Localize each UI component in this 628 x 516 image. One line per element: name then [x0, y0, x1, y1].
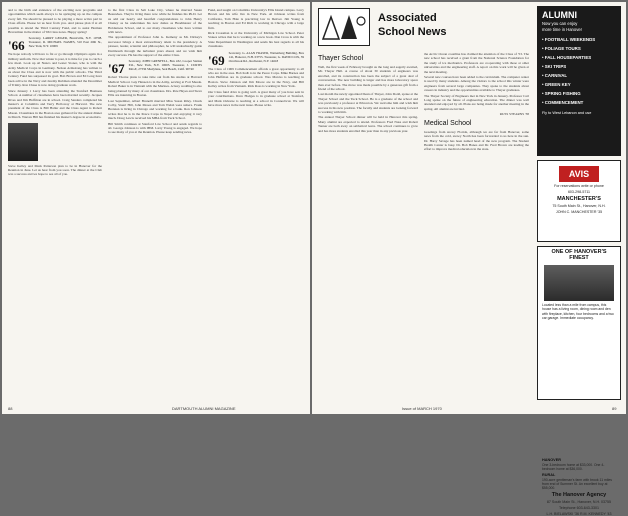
- ad-headline: ONE OF HANOVER'S FINEST: [551, 249, 607, 261]
- list-item: • CARNIVAL: [542, 73, 568, 78]
- list-item: • SKI TRIPS: [542, 64, 567, 69]
- ad-subtitle: Now you can enjoy: [542, 21, 578, 26]
- class-notes-text: The appointment of Professor John G. Kemeny as Mr. Dickey's successor brings a most extraordinary talent to the presidency. A pioneer, leader, scientist and philosopher, he will undoubtedly guide Dartmouth through the turbulent years ahead, and we wish him every success. He has the support of the entire Class.: [108, 35, 202, 58]
- agency-contacts: L.H. BIELAWSKI '36 R.M. KENNEDY '43: [546, 511, 612, 516]
- avis-ad: [537, 160, 621, 242]
- ad-text: For reservations write or phone: [554, 184, 604, 188]
- issue-label: Issue of MARCH 1970: [402, 406, 442, 411]
- class-notes-text: Since January 1 Larry has been attending the Stanford Business School. A number of classmates have been married recently. Jacques Rives and Jim Hoffman are in school. Craig Sanders completed his master's at Columbia and Terry Holloway at Harvard. The new president of the Class is Bill Haller and the Class Agent is Robert Mason. Classmates in the Boston area gathered for the annual dinner in March. Warren Hill has finished his master's degree in economics.: [8, 88, 102, 120]
- class-notes-text: Steve Kelley and Mark Patterson plan to be in Hanover for the Reunion in June. Let us hear from you soon. The dinner at the Club was a success and we hope to see all of you.: [8, 163, 102, 177]
- magazine-name-left: DARTMOUTH ALUMNI MAGAZINE: [172, 406, 236, 411]
- classmate-photo: [8, 123, 38, 161]
- list-item: • FALL HOUSEPARTIES: [542, 55, 592, 60]
- ad-section-label: HANOVER: [542, 458, 561, 462]
- left-column-1: [8, 8, 102, 396]
- class-67-header: [108, 59, 202, 75]
- associated-school-news-banner: [318, 6, 516, 46]
- left-page: [2, 2, 310, 414]
- ad-text: One 3-bedroom home at $33,000. One 4-bedroom home at $36,000.: [542, 463, 605, 472]
- left-column-3: [208, 8, 304, 396]
- class-notes-text: Our Class fund drive is going well. A great many of you have sent in your contributions. Dave Hodges is in graduate school at Stanford, and Mark Osborne is teaching at a school in Connecticut. We will have more news in the next issue. Please write.: [208, 89, 304, 107]
- section-text: The annual Thayer School dinner will be held in Hanover this spring. Many alumni are expected to attend. Professors Fred Nuss and Robert Tanner are both away on sabbatical leave. The school continues to grow and has more students enrolled this year than in any previous year.: [318, 115, 418, 133]
- class-notes-text: Last September, Albert Brunelli married Miss Susan Riley. Chuck Colby, Stuart Hill, John Moses and Tom Welsh were ushers. Frank Brennan is living in Chicago and working for a bank. Ron Johnson writes that he is in the Peace Corps in Nepal and enjoying it very much. Doug Lewis received his MBA from Tuck School.: [108, 98, 202, 121]
- class-year-69: '69: [208, 52, 225, 68]
- ad-title: ALUMNI: [542, 10, 577, 20]
- class-67-officers: Secretary, JOHN GRENFELL, Box 432, Cooper Station P.O., New York, N.Y. 10003. Treasurer, J. CURTIS PAGE, 27336 Shadylane, Seal Beach, Calif. 90740: [128, 59, 202, 72]
- ad-text: 190-acre gentleman's farm with brook 11 miles from end of Summer St. An excellent buy at $55,000.: [542, 477, 612, 491]
- agency-name: The Hanover Agency: [551, 492, 607, 499]
- class-notes-text: Robert Thorne plans to take time out from his studies at Harvard Medical School. Guy Hansen is in the Army, serving at Fort Meade. Robert Baker is in Vietnam with the Marines. A busy wedding is also being planned by many of our classmates. Drs. Pete Hayes and Steve Ellis are interning in Boston.: [108, 75, 202, 98]
- list-item: • SPRING FISHING: [542, 91, 581, 96]
- section-heading-thayer: Thayer School: [318, 55, 364, 62]
- section-text: the Arctic Ocean coastline has claimed the attention of the Class of '53. The new school has received a grant from the National Science Foundation for the study of ice mechanics. Professors are cooperating with those at other universities and the engineering staff. A report on this work will be given at the next meeting.: [424, 52, 529, 74]
- agency-address: 87 South Main St., Hanover, N.H. 03755: [546, 500, 612, 505]
- class-66-header: [8, 36, 102, 52]
- ad-phone: 603-298-5711: [567, 189, 591, 194]
- section-text: Well, the first week of February brought us the long and eagerly awaited, Mr. Thayer Hall. A course of about 30 students of engineers was enrolled, and its construction has been the subject of a great deal of conversation. The new building is larger and has more laboratory space than ever before. The move was made possible by a generous gift from a friend of the school.: [318, 65, 418, 92]
- ad-address: 75 South Main St., Hanover, N.H.: [552, 204, 606, 209]
- class-notes-text: and to the birth and existence of the exciting new programs and opportunities which seem always to be springing up on the campus every fall. We should be pleased to be playing a more active part in Class affairs. Please let us hear from you. And please plan if at all possible to attend the Third Century Fund, and to assist Herman Braverman in the matter of '66 Class notes. Happy spring!: [8, 8, 102, 35]
- class-notes-text: We hope nobody will have to fix or go through Olympics again in a military uniform. Now that winter is past, it is time for you to catch a few meal. Look up Al Nuzzo and Lester Stoner, who is with the Army Medical Corps in Germany. Nelson Armstrong has written to us about the Class and is now with the public schools. The Third Century Fund has surpassed its goal. Bob Brown and Ed Long have been active in the Navy and Jeremy Rubman attended the December of Trinity. Ron Chase is now doing graduate work.: [8, 52, 102, 88]
- class-69-header: [208, 51, 304, 67]
- banner-artwork: [318, 8, 370, 46]
- banner-title-line-2: School News: [378, 26, 447, 38]
- list-item: • FOOTBALL WEEKENDS: [542, 37, 596, 42]
- avis-logo: AVIS: [559, 166, 599, 182]
- page-number-right: 89: [612, 406, 617, 411]
- right-page: [312, 2, 626, 516]
- ad-feature-list: [542, 35, 616, 107]
- signoff: RUSS STEARNS '38: [499, 112, 529, 117]
- class-notes-text: Fund, and taught on Columbia University's Ellis Island campus. Larry Brown and his wife live in New York. Al Johnson writes from California, Tom Hale is practicing law in Denver. Jim Young is teaching in Boston and Ed Rich is working in Chicago with a large firm.: [208, 8, 304, 30]
- class-66-officers: Secretary, LARRY GEIGER, Bronxville, N.Y. 10708. Treasurer, R. MICHAEL NAMES, 510 East 20th St., New York, N.Y. 10009: [28, 36, 102, 49]
- banner-title-line-1: Associated: [378, 12, 437, 24]
- page-number-left: 88: [8, 406, 13, 411]
- ad-footer: Fly to West Lebanon and use: [542, 111, 592, 115]
- list-item: • COMMENCEMENT: [542, 100, 584, 105]
- ad-text: Located less than a mile from campus, this house has a living room, dining room and den with fireplace, kitchen, four bedrooms and a two car garage. Immediate occupancy.: [542, 303, 614, 320]
- class-year-67: '67: [108, 61, 125, 77]
- class-notes-text: Rick Crossman is at the University of Michigan Law School. Peter Stokes writes that he is working on a new book. Dan Cross is with the State Department in Washington and sends his best regards to all his classmates.: [208, 31, 304, 49]
- real-estate-ad: [537, 246, 621, 516]
- section-text: Several new courses have been added to the curriculum. The computer center is used by many students. Among the visitors to the school this winter were engineers from several large companies. They spoke to the students about careers in industry and the opportunities available to Thayer graduates.: [424, 75, 530, 93]
- house-photo: [544, 265, 614, 301]
- alumni-travel-ad: [537, 6, 621, 156]
- section-text: Greetings from snowy Florida, although we are far from Hanover, some news from the cold, snowy North has been forwarded to us here in the sun. Dr. Harry Savage has been named head of the new program. The Student Health Center is busy. Dr. Bob Hanes and Dr. Fred Brown are leading the effort to improve medical education in the state.: [424, 129, 529, 152]
- section-text: The Thayer Society of Engineers met in New York in January. Professor Carl Long spoke on the future of engineering education. The dinner was well attended and enjoyed by all. Plans are being made for another meeting in the spring. All alumni are invited.: [424, 93, 529, 111]
- class-notes-text: Bill Smith continues at Stanford Law School and sends regards to all. George Johnson is with IBM. Larry Young is engaged. We hope to see many of you at the Reunion. Please keep sending news.: [108, 121, 202, 135]
- ad-business-name: MANCHESTER'S: [557, 196, 601, 203]
- list-item: • GREEN KEY: [542, 82, 571, 87]
- class-year-66: '66: [8, 38, 25, 54]
- banner-illustration-icon: [319, 9, 369, 45]
- right-column-2: [424, 52, 529, 392]
- section-text: Last month the newly appointed Dean of Thayer, John Dodd, spoke at the Thayer School and the Tuck School. He is a graduate of the school and was previously a professor at Princeton. We welcome him and wish him success in his new position. The faculty and students are looking forward to working with him.: [318, 92, 418, 115]
- class-69-officers: Secretary, G. ALAN FRASER, Wattenberg Building, Box 141, Hanover, N.H. 03755. Treasurer, G. DAVID COX, 39 Overbrook Rd., Rochester, N.Y. 14618: [228, 50, 304, 63]
- section-heading-medical: Medical School: [424, 119, 472, 127]
- agency-phone: Telephone 603-643-3301: [559, 506, 599, 511]
- right-column-1: [318, 52, 418, 392]
- list-item: • FOLIAGE TOURS: [542, 46, 581, 51]
- ad-section-label: RURAL: [542, 472, 556, 477]
- ad-subtitle: more time in Hanover: [542, 27, 583, 32]
- class-notes-text: The Class of 1969 Commencement affords a great opportunity to all who are in the area. Bob Kolb is in the Peace Corps. Mike Barnes and John Huffman are in graduate school. Wes Marcus is teaching in Boston. Steve Johnson and Jim Moore are in the Navy, and Bill Kelley writes from Vietnam. Rick Ross is working in New York.: [208, 66, 304, 89]
- ad-contact: JOHN C. MANCHESTER '35: [555, 209, 603, 214]
- class-notes-text: to the first Class in Salt Lake City, where he married Susan Beeuwkes. They're living there now while he finishes his Ph.D. Let us add our hearty and heartfelt congratulations to John Henry Cheney as he undertakes his new duties as Headmaster of the Holderness School, and to our many classmates who have written with news.: [108, 8, 202, 35]
- left-column-2: [108, 8, 202, 396]
